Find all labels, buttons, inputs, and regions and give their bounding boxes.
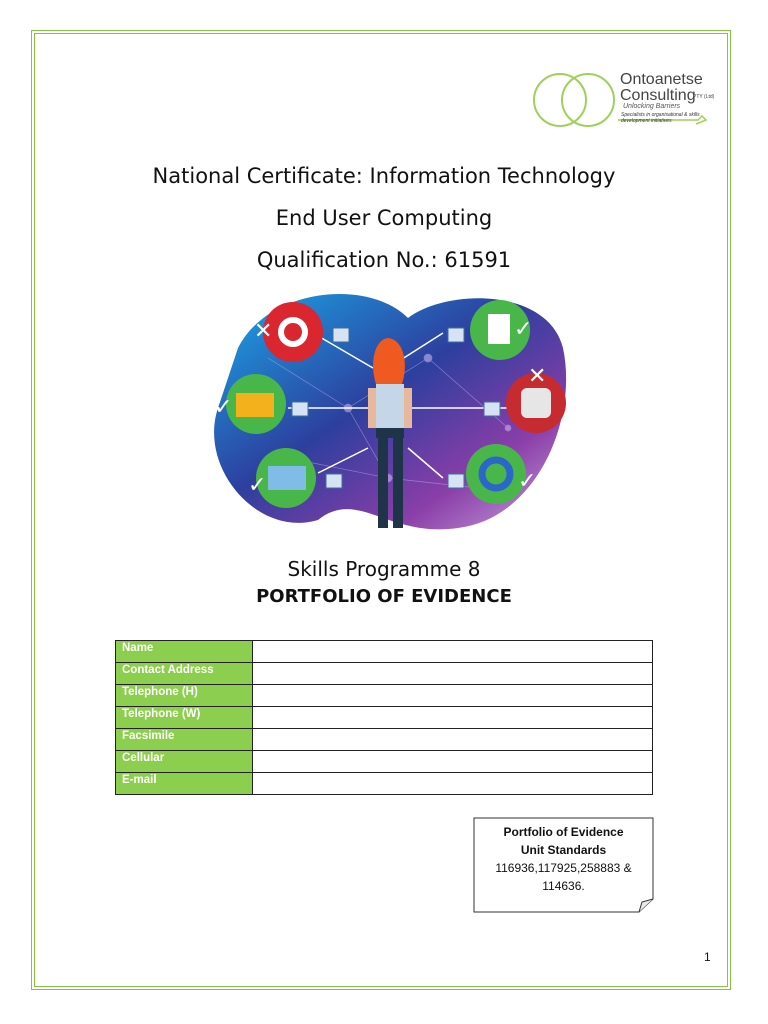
telephone-home-field[interactable]	[253, 685, 653, 707]
svg-text:✓: ✓	[514, 317, 533, 342]
table-row	[116, 685, 653, 707]
page-number: 1	[704, 950, 711, 964]
telephone-work-label: Telephone (W)	[116, 707, 253, 729]
svg-text:✕: ✕	[254, 319, 273, 344]
name-field[interactable]	[253, 641, 653, 663]
contact-address-label: Contact Address	[116, 663, 253, 685]
table-row	[116, 773, 653, 795]
svg-text:✓: ✓	[214, 395, 233, 420]
svg-text:✓: ✓	[248, 473, 267, 498]
cellular-label: Cellular	[116, 751, 253, 773]
note-unit-standards-cont: 114636.	[542, 879, 585, 893]
learner-info-table	[115, 640, 653, 795]
logo-pty: PTY (Ltd)	[693, 94, 715, 100]
unit-standards-note	[473, 817, 654, 913]
telephone-work-field[interactable]	[253, 707, 653, 729]
logo-name-line1: Ontoanetse	[620, 71, 703, 88]
email-field[interactable]	[253, 773, 653, 795]
note-subtitle: Unit Standards	[520, 843, 607, 857]
email-label: E-mail	[116, 773, 253, 795]
facsimile-field[interactable]	[253, 729, 653, 751]
table-row	[116, 729, 653, 751]
hero-illustration	[208, 288, 570, 540]
facsimile-label: Facsimile	[116, 729, 253, 751]
table-row	[116, 707, 653, 729]
svg-text:✓: ✓	[518, 469, 537, 494]
telephone-home-label: Telephone (H)	[116, 685, 253, 707]
logo-name-line2: Consulting	[620, 87, 696, 104]
course-title: End User Computing	[275, 206, 493, 230]
table-row	[116, 641, 653, 663]
contact-address-field[interactable]	[253, 663, 653, 685]
logo-tagline: Unlocking Barriers	[623, 103, 681, 110]
table-row	[116, 751, 653, 773]
svg-text:✕: ✕	[528, 364, 547, 389]
note-unit-standards: 116936,117925,258883 &	[495, 861, 632, 875]
logo-subline: Specialists in organisational & skills development initiatives	[621, 112, 700, 124]
qualification-number: Qualification No.: 61591	[256, 248, 512, 272]
qualification-title: National Certificate: Information Technology	[152, 164, 616, 188]
name-label: Name	[116, 641, 253, 663]
portfolio-heading: PORTFOLIO OF EVIDENCE	[256, 586, 512, 607]
note-title: Portfolio of Evidence	[503, 825, 624, 839]
cellular-field[interactable]	[253, 751, 653, 773]
table-row	[116, 663, 653, 685]
skills-programme-title: Skills Programme 8	[287, 557, 481, 581]
